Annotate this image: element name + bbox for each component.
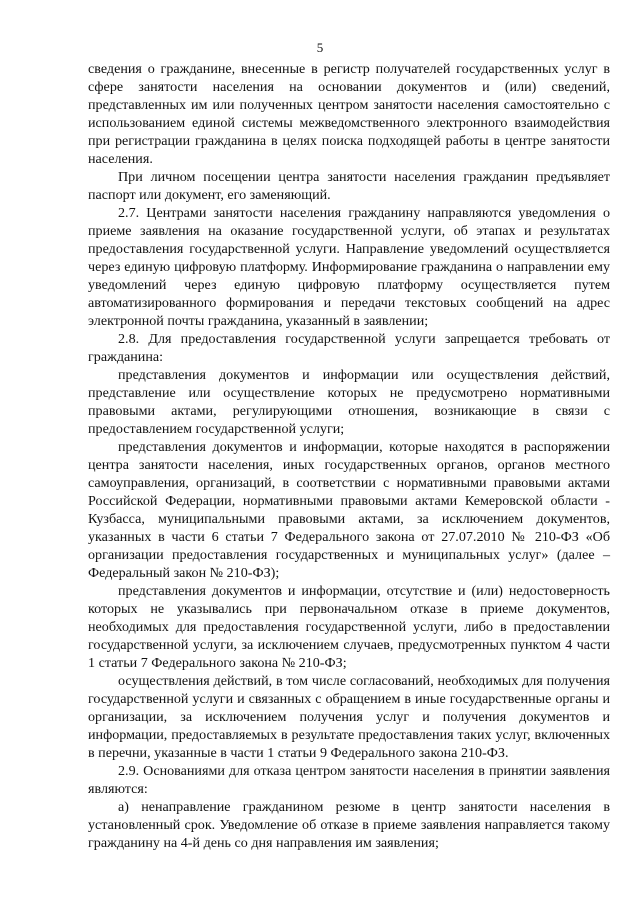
page-number: 5 [316,40,324,55]
document-body [88,60,610,852]
paragraph-2-8-prohibited: 2.8. Для предоставления государственной услуги запрещается требовать от гражданина: [88,331,610,365]
paragraph-2-8-item-inaccuracy: представления документов и информации, отсутствие и (или) недостоверность которых не указывались при первоначальном отказе в приеме документов, необходимых для предоставления государственной услуги, либо в предоставлении государственной услуги, за исключением случаев, предусмотренных пунктом 4 части 1 статьи 7 Федерального закона № 210-ФЗ; [88,583,610,671]
paragraph-2-8-item-actions: представления документов и информации или осуществления действий, представление или осуществление которых не предусмотрено нормативными правовыми актами, регулирующими отношения, возникающие в связи с предоставлением государственной услуги; [88,367,610,437]
paragraph-registry-info: сведения о гражданине, внесенные в регистр получателей государственных услуг в сфере занятости населения на основании документов и (или) сведений, представленных им или полученных центром занятости населения самостоятельно с использованием единой системы межведомственного электронного взаимодействия при регистрации гражданина в целях поиска подходящей работы в центре занятости населения. [88,61,610,167]
paragraph-2-8-item-approvals: осуществления действий, в том числе согласований, необходимых для получения государственной услуги и связанных с обращением в иные государственные органы и организации, за исключением получения услуг и получения документов и информации, предоставляемых в результате предоставления таких услуг, включенных в перечни, указанные в части 1 статьи 9 Федерального закона 210-ФЗ. [88,673,610,761]
paragraph-2-9-item-a: а) ненаправление гражданином резюме в центр занятости населения в установленный срок. Уведомление об отказе в приеме заявления направляется такому гражданину на 4-й день со дня направления им заявления; [88,799,610,851]
paragraph-2-9-grounds: 2.9. Основаниями для отказа центром занятости населения в принятии заявления являются: [88,763,610,797]
paragraph-passport: При личном посещении центра занятости населения гражданин предъявляет паспорт или документ, его заменяющий. [88,169,610,203]
paragraph-2-8-item-documents: представления документов и информации, которые находятся в распоряжении центра занятости населения, иных государственных органов, органов местного самоуправления, организаций, в соответствии с нормативными правовыми актами Российской Федерации, нормативными правовыми актами Кемеровской области - Кузбасса, муниципальными правовыми актами, за исключением документов, указанных в части 6 статьи 7 Федерального закона от 27.07.2010 № 210-ФЗ «Об организации предоставления государственных и муниципальных услуг» (далее – Федеральный закон № 210-ФЗ); [88,439,610,581]
paragraph-2-7-notifications: 2.7. Центрами занятости населения гражданину направляются уведомления о приеме заявления на оказание государственной услуги, об этапах и результатах предоставления государственной услуги. Направление уведомлений осуществляется через единую цифровую платформу. Информирование гражданина о направлении ему уведомлений через единую цифровую платформу осуществляется путем автоматизированного формирования и передачи текстовых сообщений на адрес электронной почты гражданина, указанный в заявлении; [88,205,610,329]
